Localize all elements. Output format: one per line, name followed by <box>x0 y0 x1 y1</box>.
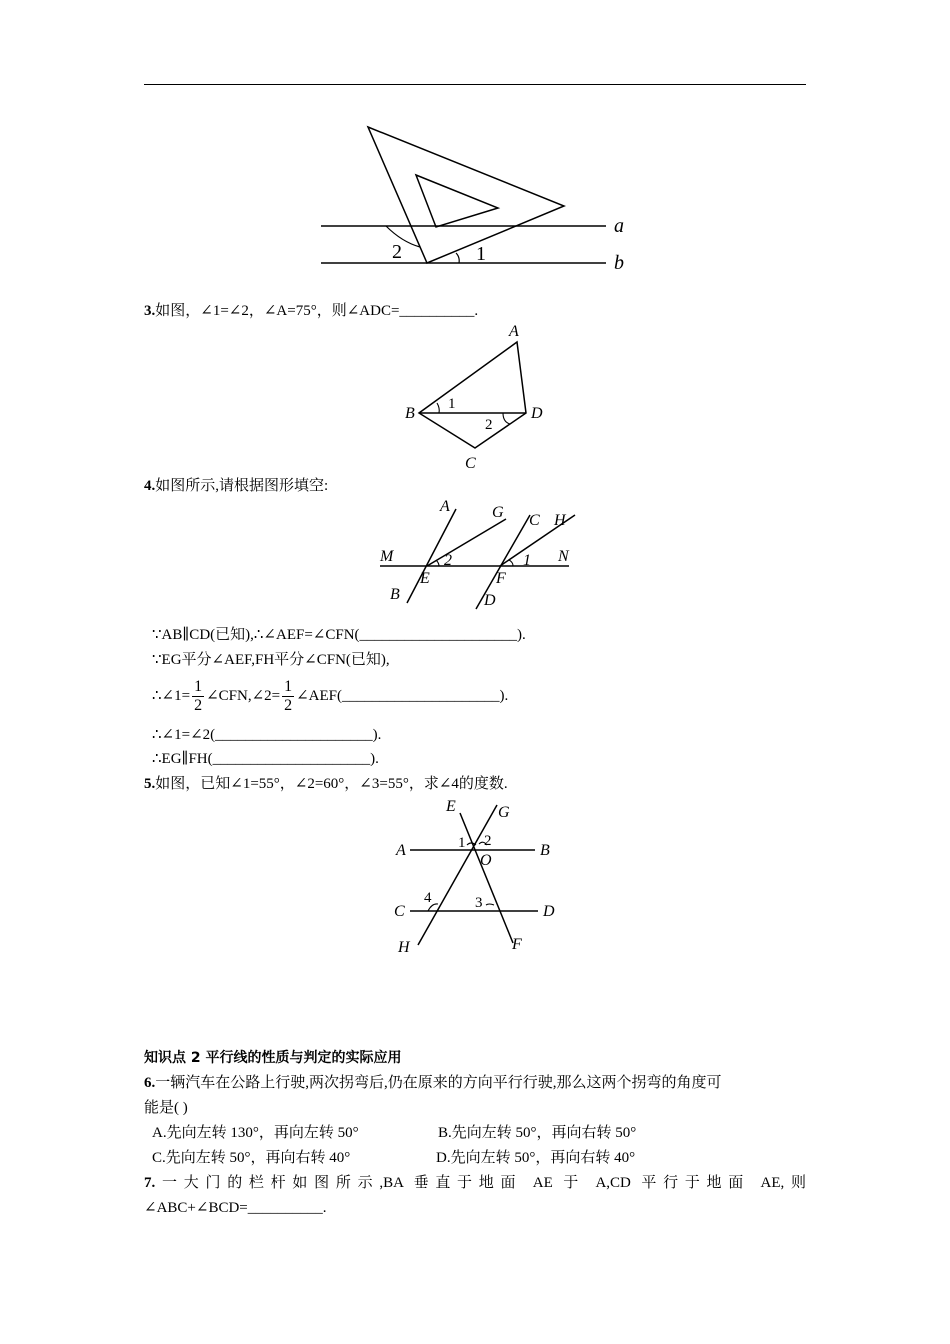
point-D: D <box>484 592 496 609</box>
vertex-C: C <box>465 455 476 472</box>
figure-triangle-ruler <box>310 120 640 280</box>
q6-text-2: 能是( ) <box>144 1100 188 1116</box>
q4-line-3b: ∠CFN,∠2= <box>206 688 281 704</box>
point-A: A <box>396 842 406 859</box>
q4-line-3a: ∴∠1= <box>152 688 191 704</box>
q4-line-2: ∵EG平分∠AEF,FH平分∠CFN(已知), <box>152 652 390 668</box>
point-E: E <box>446 798 456 815</box>
q6-text-1: 一辆汽车在公路上行驶,两次拐弯后,仍在原来的方向平行行驶,那么这两个拐弯的角度可 <box>155 1075 722 1091</box>
q5-text: 如图，已知∠1=55°，∠2=60°，∠3=55°，求∠4的度数. <box>155 776 508 792</box>
question-7 <box>144 1173 806 1193</box>
q3-text: 如图，∠1=∠2，∠A=75°，则∠ADC=__________. <box>155 303 479 319</box>
q6-options-row-2 <box>152 1148 635 1168</box>
point-C: C <box>394 903 405 920</box>
angle-1: 1 <box>523 552 531 569</box>
q7-text-2: ∠ABC+∠BCD=__________. <box>144 1200 327 1216</box>
q3-number: 3. <box>144 303 156 319</box>
q7-number: 7. <box>144 1175 156 1191</box>
point-B: B <box>540 842 550 859</box>
angle-2: 2 <box>485 417 493 433</box>
option-d[interactable]: D.先向左转 50°，再向右转 40° <box>436 1150 636 1166</box>
q4-line-1: ∵AB∥CD(已知),∴∠AEF=∠CFN(_____________________). <box>152 627 526 643</box>
point-N: N <box>558 548 569 565</box>
fraction-half-1 <box>192 678 204 715</box>
figure-quadrilateral <box>395 318 555 478</box>
point-G: G <box>498 804 510 821</box>
q6-number: 6. <box>144 1075 156 1091</box>
point-C: C <box>529 512 540 529</box>
q5-number: 5. <box>144 776 156 792</box>
angle-2: 2 <box>444 552 452 569</box>
angle-3: 3 <box>475 895 483 911</box>
q4-line-3 <box>152 674 508 718</box>
question-5 <box>144 774 508 794</box>
question-6 <box>144 1073 722 1093</box>
vertex-A: A <box>509 323 519 340</box>
q6-options-row-1 <box>152 1123 636 1143</box>
label-b: b <box>614 252 624 274</box>
point-F: F <box>512 936 522 953</box>
point-D: D <box>543 903 555 920</box>
point-H: H <box>554 512 566 529</box>
fraction-half-2 <box>282 678 294 715</box>
header-rule <box>144 84 806 85</box>
point-H: H <box>398 939 410 956</box>
q4-line-4: ∴∠1=∠2(_____________________). <box>152 727 382 743</box>
section-title: 知识点 2 平行线的性质与判定的实际应用 <box>144 1050 402 1066</box>
option-a[interactable]: A.先向左转 130°，再向左转 50° <box>152 1125 359 1141</box>
figure-intersecting-lines <box>388 795 568 960</box>
label-2: 2 <box>392 241 402 263</box>
angle-1: 1 <box>448 396 456 412</box>
q4-line-5: ∴EG∥FH(_____________________). <box>152 751 379 767</box>
point-G: G <box>492 504 504 521</box>
point-F: F <box>496 570 506 587</box>
q7-text-1: 一大门的栏杆如图所示,BA 垂直于地面 AE 于 A,CD 平行于地面 AE,则 <box>155 1175 806 1191</box>
point-B: B <box>390 586 400 603</box>
label-1: 1 <box>476 243 486 265</box>
fraction-num: 1 <box>284 678 293 696</box>
angle-1: 1 <box>458 835 466 851</box>
figure-bisectors <box>372 495 592 615</box>
point-E: E <box>420 570 430 587</box>
fraction-den: 2 <box>284 697 293 715</box>
q4-number: 4. <box>144 478 156 494</box>
point-M: M <box>380 548 394 565</box>
question-4 <box>144 476 328 496</box>
fraction-den: 2 <box>194 697 203 715</box>
label-a: a <box>614 215 624 237</box>
point-A: A <box>440 498 450 515</box>
q4-text: 如图所示,请根据图形填空: <box>155 478 329 494</box>
angle-2: 2 <box>484 833 492 849</box>
option-c[interactable]: C.先向左转 50°，再向右转 40° <box>152 1150 351 1166</box>
angle-4: 4 <box>424 890 432 906</box>
vertex-D: D <box>531 405 543 422</box>
q4-line-3c: ∠AEF(_____________________). <box>296 688 509 704</box>
vertex-B: B <box>405 405 415 422</box>
point-O: O <box>480 852 492 869</box>
fraction-num: 1 <box>194 678 203 696</box>
option-b[interactable]: B.先向左转 50°，再向右转 50° <box>438 1125 637 1141</box>
